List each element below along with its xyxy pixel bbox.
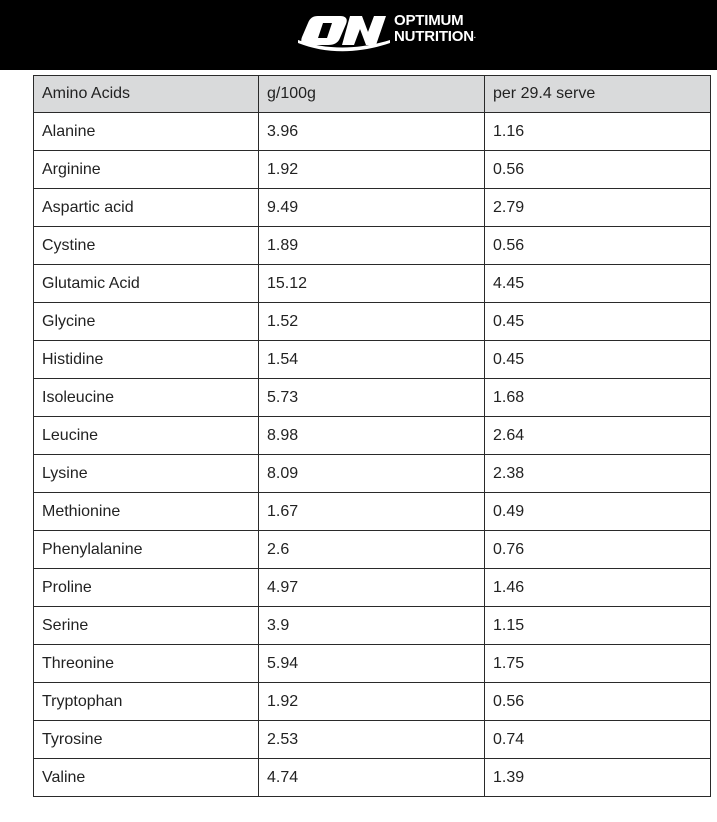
cell-per-serve: 1.39 — [485, 759, 711, 797]
brand-line-2: NUTRITION — [394, 28, 474, 45]
cell-amino-acid: Tyrosine — [34, 721, 259, 759]
cell-per-serve: 1.46 — [485, 569, 711, 607]
amino-acid-table — [33, 75, 711, 797]
column-header-per-serve: per 29.4 serve — [485, 76, 711, 113]
cell-per-serve: 0.56 — [485, 151, 711, 189]
cell-per-serve: 2.79 — [485, 189, 711, 227]
table-row — [34, 455, 711, 493]
table-row — [34, 151, 711, 189]
cell-g-per-100g: 2.6 — [259, 531, 485, 569]
cell-g-per-100g: 4.74 — [259, 759, 485, 797]
cell-per-serve: 1.75 — [485, 645, 711, 683]
cell-per-serve: 0.45 — [485, 303, 711, 341]
cell-amino-acid: Histidine — [34, 341, 259, 379]
cell-g-per-100g: 1.67 — [259, 493, 485, 531]
table-row — [34, 189, 711, 227]
cell-amino-acid: Cystine — [34, 227, 259, 265]
cell-per-serve: 0.56 — [485, 227, 711, 265]
table-row — [34, 645, 711, 683]
cell-per-serve: 0.74 — [485, 721, 711, 759]
cell-g-per-100g: 4.97 — [259, 569, 485, 607]
cell-per-serve: 0.76 — [485, 531, 711, 569]
cell-per-serve: 0.56 — [485, 683, 711, 721]
brand-registered-mark: . — [473, 33, 476, 40]
cell-per-serve: 2.64 — [485, 417, 711, 455]
cell-g-per-100g: 3.96 — [259, 113, 485, 151]
cell-per-serve: 0.49 — [485, 493, 711, 531]
cell-amino-acid: Phenylalanine — [34, 531, 259, 569]
cell-amino-acid: Lysine — [34, 455, 259, 493]
table-row — [34, 113, 711, 151]
column-header-g-per-100g: g/100g — [259, 76, 485, 113]
cell-amino-acid: Aspartic acid — [34, 189, 259, 227]
table-header-row — [34, 76, 711, 113]
cell-amino-acid: Proline — [34, 569, 259, 607]
cell-amino-acid: Glutamic Acid — [34, 265, 259, 303]
cell-g-per-100g: 8.09 — [259, 455, 485, 493]
optimum-nutrition-logo[interactable] — [296, 10, 496, 56]
table-row — [34, 493, 711, 531]
cell-amino-acid: Alanine — [34, 113, 259, 151]
brand-wordmark — [394, 13, 476, 45]
cell-amino-acid: Tryptophan — [34, 683, 259, 721]
brand-line-1: OPTIMUM — [394, 12, 464, 29]
cell-per-serve: 1.16 — [485, 113, 711, 151]
cell-g-per-100g: 1.92 — [259, 151, 485, 189]
cell-per-serve: 2.38 — [485, 455, 711, 493]
brand-header — [0, 0, 717, 70]
cell-g-per-100g: 9.49 — [259, 189, 485, 227]
cell-g-per-100g: 1.92 — [259, 683, 485, 721]
cell-amino-acid: Isoleucine — [34, 379, 259, 417]
cell-amino-acid: Serine — [34, 607, 259, 645]
table-row — [34, 607, 711, 645]
cell-g-per-100g: 3.9 — [259, 607, 485, 645]
cell-g-per-100g: 5.73 — [259, 379, 485, 417]
table-row — [34, 721, 711, 759]
table-row — [34, 265, 711, 303]
table-row — [34, 341, 711, 379]
cell-per-serve: 1.15 — [485, 607, 711, 645]
cell-g-per-100g: 5.94 — [259, 645, 485, 683]
cell-amino-acid: Methionine — [34, 493, 259, 531]
cell-amino-acid: Leucine — [34, 417, 259, 455]
table-row — [34, 531, 711, 569]
cell-per-serve: 4.45 — [485, 265, 711, 303]
cell-g-per-100g: 8.98 — [259, 417, 485, 455]
cell-amino-acid: Valine — [34, 759, 259, 797]
column-header-amino-acids: Amino Acids — [34, 76, 259, 113]
cell-g-per-100g: 1.52 — [259, 303, 485, 341]
cell-g-per-100g: 1.89 — [259, 227, 485, 265]
table-row — [34, 759, 711, 797]
table-row — [34, 227, 711, 265]
table-body — [34, 113, 711, 797]
cell-amino-acid: Threonine — [34, 645, 259, 683]
cell-per-serve: 0.45 — [485, 341, 711, 379]
cell-amino-acid: Arginine — [34, 151, 259, 189]
cell-g-per-100g: 2.53 — [259, 721, 485, 759]
table-row — [34, 379, 711, 417]
table-row — [34, 569, 711, 607]
on-logo-icon — [296, 10, 392, 56]
table-row — [34, 683, 711, 721]
cell-amino-acid: Glycine — [34, 303, 259, 341]
cell-per-serve: 1.68 — [485, 379, 711, 417]
table-row — [34, 303, 711, 341]
table-row — [34, 417, 711, 455]
cell-g-per-100g: 15.12 — [259, 265, 485, 303]
cell-g-per-100g: 1.54 — [259, 341, 485, 379]
